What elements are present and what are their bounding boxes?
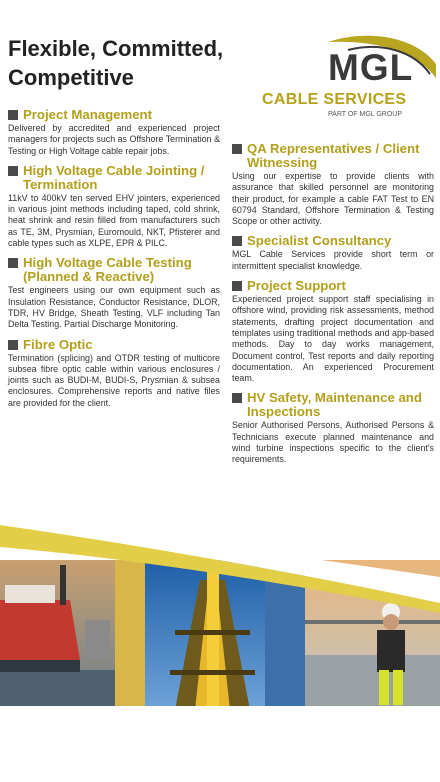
- section-specialist-consultancy: [232, 234, 434, 272]
- section-body: Experienced project support staff specialising in offshore wind, providing risk assessments, method statements, drafting project documentation and templates using traditional methods and app-based methods. Day to day works management, Document control, Test reports and daily reporting documentation. An experienced Procurement team.: [232, 294, 434, 384]
- footer-band: [0, 706, 440, 782]
- section-title: QA Representatives / Client Witnessing: [232, 142, 434, 170]
- section-project-support: [232, 279, 434, 384]
- square-bullet-icon: [8, 258, 18, 268]
- logo-part-of-group-text: PART OF MGL GROUP: [328, 111, 403, 118]
- section-hv-cable-testing: [8, 256, 220, 330]
- square-bullet-icon: [232, 144, 242, 154]
- section-project-management: [8, 108, 220, 157]
- square-bullet-icon: [8, 340, 18, 350]
- section-title: Specialist Consultancy: [232, 234, 434, 248]
- section-hv-safety: [232, 391, 434, 465]
- section-body: Termination (splicing) and OTDR testing of multicore subsea fibre optic cable within various enclosures / joints such as BUDI-M, BUDI-S, Prysmian & subsea enclosures. Comprehensive reports and native files are provided for the client.: [8, 352, 220, 408]
- logo-cable-services-text: CABLE SERVICES: [262, 91, 407, 108]
- section-body: Senior Authorised Persons, Authorised Persons & Technicians execute planned maintenance and wind turbine inspections specific to the client's requirements.: [232, 420, 434, 465]
- section-title: Fibre Optic: [8, 338, 220, 352]
- section-title: High Voltage Cable Testing (Planned & Reactive): [8, 256, 220, 284]
- section-body: 11kV to 400kV ten served EHV jointers, experienced in various joint methods including taped, cold shrink, heat shrink and resin filled from manufacturers such as TE, 3M, Prysmian, Euromould, NKT, Pfisterer and cable types such as XLPE, EPR & PILC.: [8, 192, 220, 249]
- mgl-logo: [262, 30, 438, 122]
- headline-line-1: Flexible, Committed,: [8, 36, 224, 61]
- left-column: [8, 108, 220, 416]
- square-bullet-icon: [8, 110, 18, 120]
- right-column: [232, 142, 434, 473]
- section-title: HV Safety, Maintenance and Inspections: [232, 391, 434, 419]
- section-body: Using our expertise to provide clients with assurance that skilled personnel are monitoring their product, for example a cable FAT Test to EN 60794 Standard, Offshore Termination & Testing Scope or other activity.: [232, 171, 434, 227]
- section-qa-representatives: [232, 142, 434, 227]
- section-fibre-optic: [8, 338, 220, 409]
- decorative-wave: [0, 525, 440, 645]
- square-bullet-icon: [8, 166, 18, 176]
- section-title: Project Management: [8, 108, 220, 122]
- section-hv-cable-jointing: [8, 164, 220, 249]
- square-bullet-icon: [232, 281, 242, 291]
- square-bullet-icon: [232, 393, 242, 403]
- section-title: High Voltage Cable Jointing / Termination: [8, 164, 220, 192]
- square-bullet-icon: [232, 236, 242, 246]
- headline-line-2: Competitive: [8, 65, 134, 90]
- section-body: MGL Cable Services provide short term or intermittent specialist knowledge.: [232, 249, 434, 271]
- logo-mgl-text: MGL: [328, 47, 414, 88]
- section-body: Test engineers using our own equipment such as Insulation Resistance, Conductor Resistance, DLOR, TDR, HV Bridge, Sheath Testing, VLF including Tan Delta Testing. Partial Discharge Monitoring.: [8, 285, 220, 330]
- section-body: Delivered by accredited and experienced project managers for projects such as Offshore Termination & Testing or High Voltage cable repair jobs.: [8, 123, 220, 156]
- headline: [8, 34, 268, 92]
- section-title: Project Support: [232, 279, 434, 293]
